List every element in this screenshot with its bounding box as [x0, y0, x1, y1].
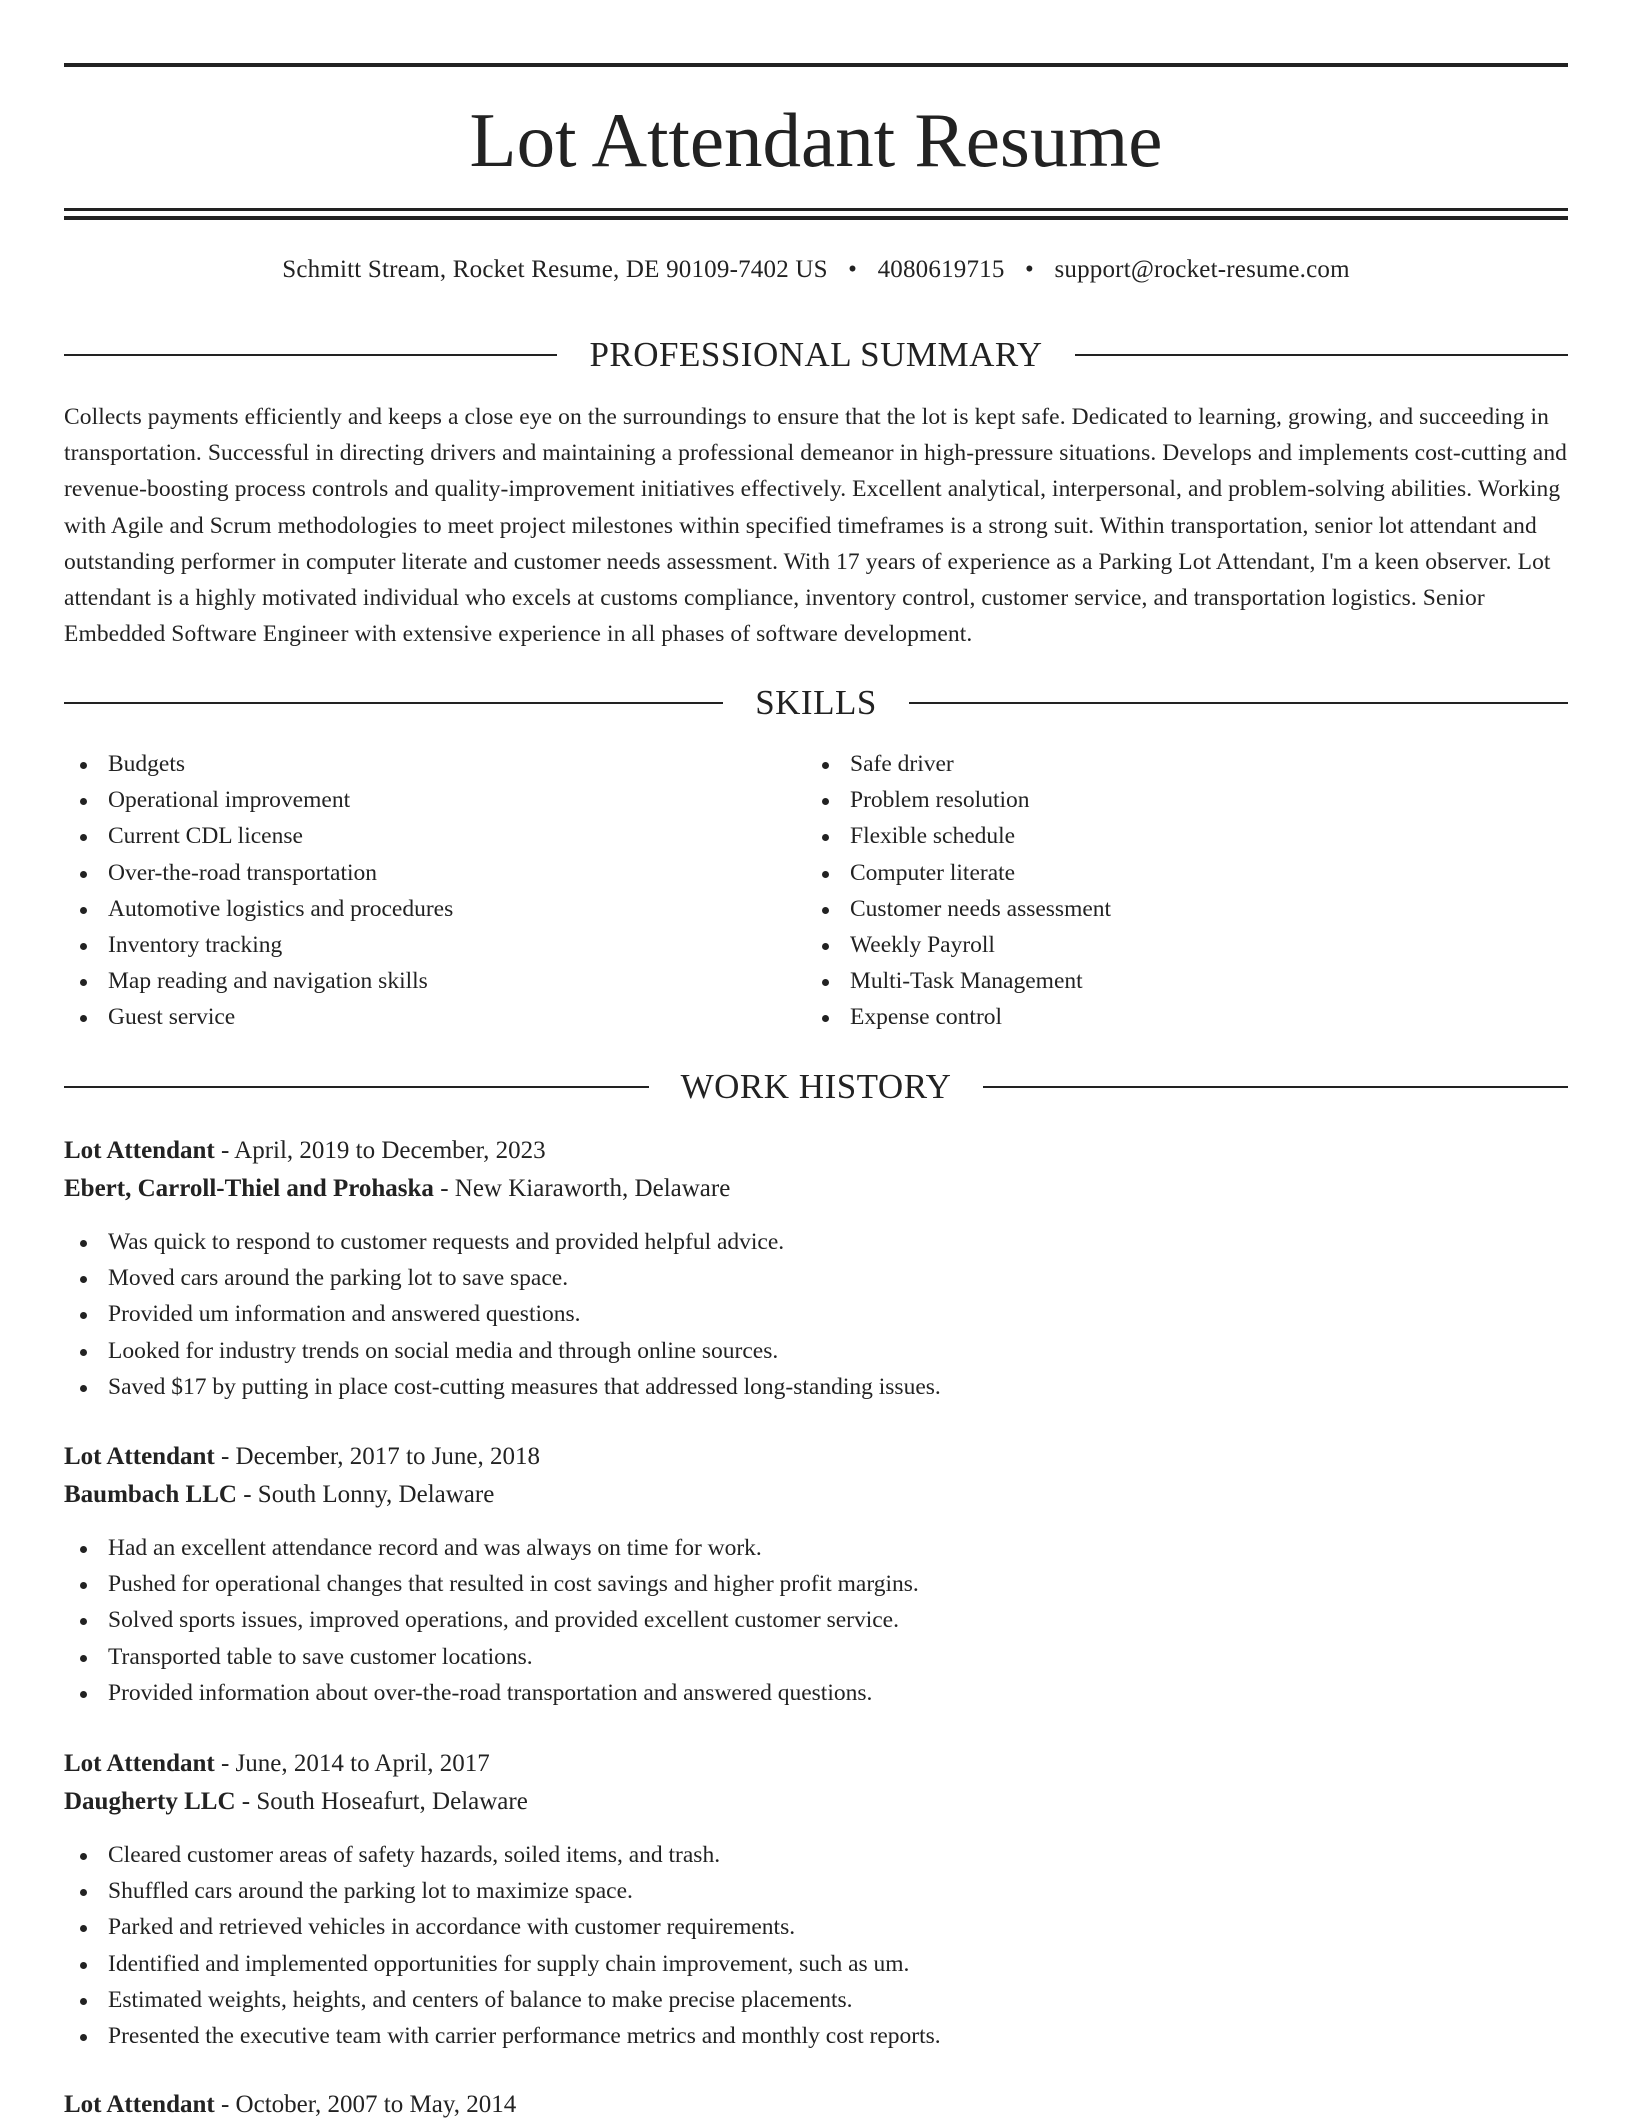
- job-duty-item: Cleared customer areas of safety hazards, soiled items, and trash.: [64, 1837, 1568, 1873]
- job-location: - New Kiaraworth, Delaware: [433, 1175, 731, 1202]
- section-header-summary: [64, 332, 1568, 378]
- section-rule: [909, 702, 1568, 704]
- skill-item: Flexible schedule: [806, 818, 1548, 854]
- job-duty-item: Identified and implemented opportunities for supply chain improvement, such as um.: [64, 1946, 1568, 1982]
- job-duties-list: [64, 1530, 1568, 1711]
- job-duty-item: Had an excellent attendance record and was always on time for work.: [64, 1530, 1568, 1566]
- skill-item: Problem resolution: [806, 782, 1548, 818]
- skills-list-left: [64, 746, 806, 1036]
- skill-item: Automotive logistics and procedures: [64, 891, 806, 927]
- skill-item: Current CDL license: [64, 818, 806, 854]
- job-title-line: [64, 1132, 1568, 1170]
- job-duties-list: [64, 1224, 1568, 1405]
- job-company-line: [64, 1170, 1568, 1208]
- job-entry: [64, 1745, 1568, 2054]
- job-duty-item: Parked and retrieved vehicles in accordance with customer requirements.: [64, 1909, 1568, 1945]
- job-duty-item: Solved sports issues, improved operations, and provided excellent customer service.: [64, 1602, 1568, 1638]
- skill-item: Map reading and navigation skills: [64, 963, 806, 999]
- skill-item: Multi-Task Management: [806, 963, 1548, 999]
- contact-email: support@rocket-resume.com: [1054, 256, 1350, 283]
- job-duty-item: Estimated weights, heights, and centers of balance to make precise placements.: [64, 1982, 1568, 2018]
- skill-item: Operational improvement: [64, 782, 806, 818]
- job-dates: - October, 2007 to May, 2014: [214, 2091, 517, 2118]
- skill-item: Inventory tracking: [64, 927, 806, 963]
- contact-line: [64, 252, 1568, 288]
- skill-item: Expense control: [806, 999, 1548, 1035]
- job-dates: - April, 2019 to December, 2023: [214, 1137, 546, 1164]
- job-dates: - June, 2014 to April, 2017: [214, 1750, 490, 1777]
- job-title-line: [64, 1438, 1568, 1476]
- skill-item: Over-the-road transportation: [64, 855, 806, 891]
- job-duty-item: Presented the executive team with carrier performance metrics and monthly cost reports.: [64, 2018, 1568, 2054]
- job-company: Daugherty LLC: [64, 1788, 236, 1815]
- job-title-line: [64, 1745, 1568, 1783]
- job-title: Lot Attendant: [64, 1443, 215, 1470]
- contact-separator: •: [1025, 256, 1034, 283]
- job-entry: [64, 1438, 1568, 1711]
- job-location: - South Lonny, Delaware: [236, 1481, 495, 1508]
- section-rule: [1075, 354, 1568, 356]
- skill-item: Weekly Payroll: [806, 927, 1548, 963]
- section-rule: [983, 1086, 1568, 1088]
- contact-address: Schmitt Stream, Rocket Resume, DE 90109-7402 US: [282, 256, 828, 283]
- section-rule: [64, 354, 557, 356]
- section-title: PROFESSIONAL SUMMARY: [589, 335, 1043, 374]
- job-entry: [64, 1132, 1568, 1405]
- job-company: Baumbach LLC: [64, 1481, 237, 1508]
- title-rule-lower: [64, 216, 1568, 220]
- job-duty-item: Saved $17 by putting in place cost-cutting measures that addressed long-standing issues.: [64, 1369, 1568, 1405]
- summary-text: Collects payments efficiently and keeps a close eye on the surroundings to ensure that the lot is kept safe. Dedicated to learning, growing, and succeeding in transportation. Successful in directing drivers and maintaining a professional demeanor in high-pressure situations. Develops and implements cost-cutting and revenue-boosting process controls and quality-improvement initiatives effectively. Excellent analytical, interpersonal, and problem-solving abilities. Working with Agile and Scrum methodologies to meet project milestones within specified timeframes is a strong suit. Within transportation, senior lot attendant and outstanding performer in computer literate and customer needs assessment. With 17 years of experience as a Parking Lot Attendant, I'm a keen observer. Lot attendant is a highly motivated individual who excels at customs compliance, inventory control, customer service, and transportation logistics. Senior Embedded Software Engineer with extensive experience in all phases of software development.: [64, 404, 1568, 648]
- section-rule: [64, 1086, 649, 1088]
- skill-item: Customer needs assessment: [806, 891, 1548, 927]
- skill-item: Budgets: [64, 746, 806, 782]
- contact-phone: 4080619715: [877, 256, 1005, 283]
- skill-item: Computer literate: [806, 855, 1548, 891]
- section-header-skills: [64, 680, 1568, 726]
- job-duty-item: Provided um information and answered questions.: [64, 1296, 1568, 1332]
- job-duty-item: Transported table to save customer locations.: [64, 1639, 1568, 1675]
- job-company-line: [64, 1476, 1568, 1514]
- section-title: WORK HISTORY: [680, 1067, 952, 1106]
- skills-list-right: [806, 746, 1548, 1036]
- page-title: Lot Attendant Resume: [469, 97, 1163, 183]
- skill-item: Guest service: [64, 999, 806, 1035]
- job-location: - South Hoseafurt, Delaware: [235, 1788, 528, 1815]
- job-title-line: [64, 2086, 1568, 2124]
- job-duty-item: Provided information about over-the-road transportation and answered questions.: [64, 1675, 1568, 1711]
- title-rule-upper: [64, 208, 1568, 211]
- job-dates: - December, 2017 to June, 2018: [214, 1443, 541, 1470]
- section-title: SKILLS: [755, 683, 877, 722]
- top-rule: [64, 63, 1568, 67]
- job-duties-list: [64, 1837, 1568, 2054]
- job-duty-item: Pushed for operational changes that resulted in cost savings and higher profit margins.: [64, 1566, 1568, 1602]
- skills-columns: [64, 746, 1568, 1036]
- job-duty-item: Was quick to respond to customer requests and provided helpful advice.: [64, 1224, 1568, 1260]
- job-title: Lot Attendant: [64, 2091, 215, 2118]
- job-duty-item: Shuffled cars around the parking lot to maximize space.: [64, 1873, 1568, 1909]
- contact-separator: •: [848, 256, 858, 283]
- skill-item: Safe driver: [806, 746, 1548, 782]
- job-title: Lot Attendant: [64, 1137, 215, 1164]
- section-rule: [64, 702, 723, 704]
- job-company-line: [64, 1783, 1568, 1821]
- section-header-work-history: [64, 1064, 1568, 1110]
- job-entry: [64, 2086, 1568, 2124]
- job-title: Lot Attendant: [64, 1750, 215, 1777]
- job-company: Ebert, Carroll-Thiel and Prohaska: [64, 1175, 434, 1202]
- job-duty-item: Looked for industry trends on social media and through online sources.: [64, 1333, 1568, 1369]
- job-duty-item: Moved cars around the parking lot to save space.: [64, 1260, 1568, 1296]
